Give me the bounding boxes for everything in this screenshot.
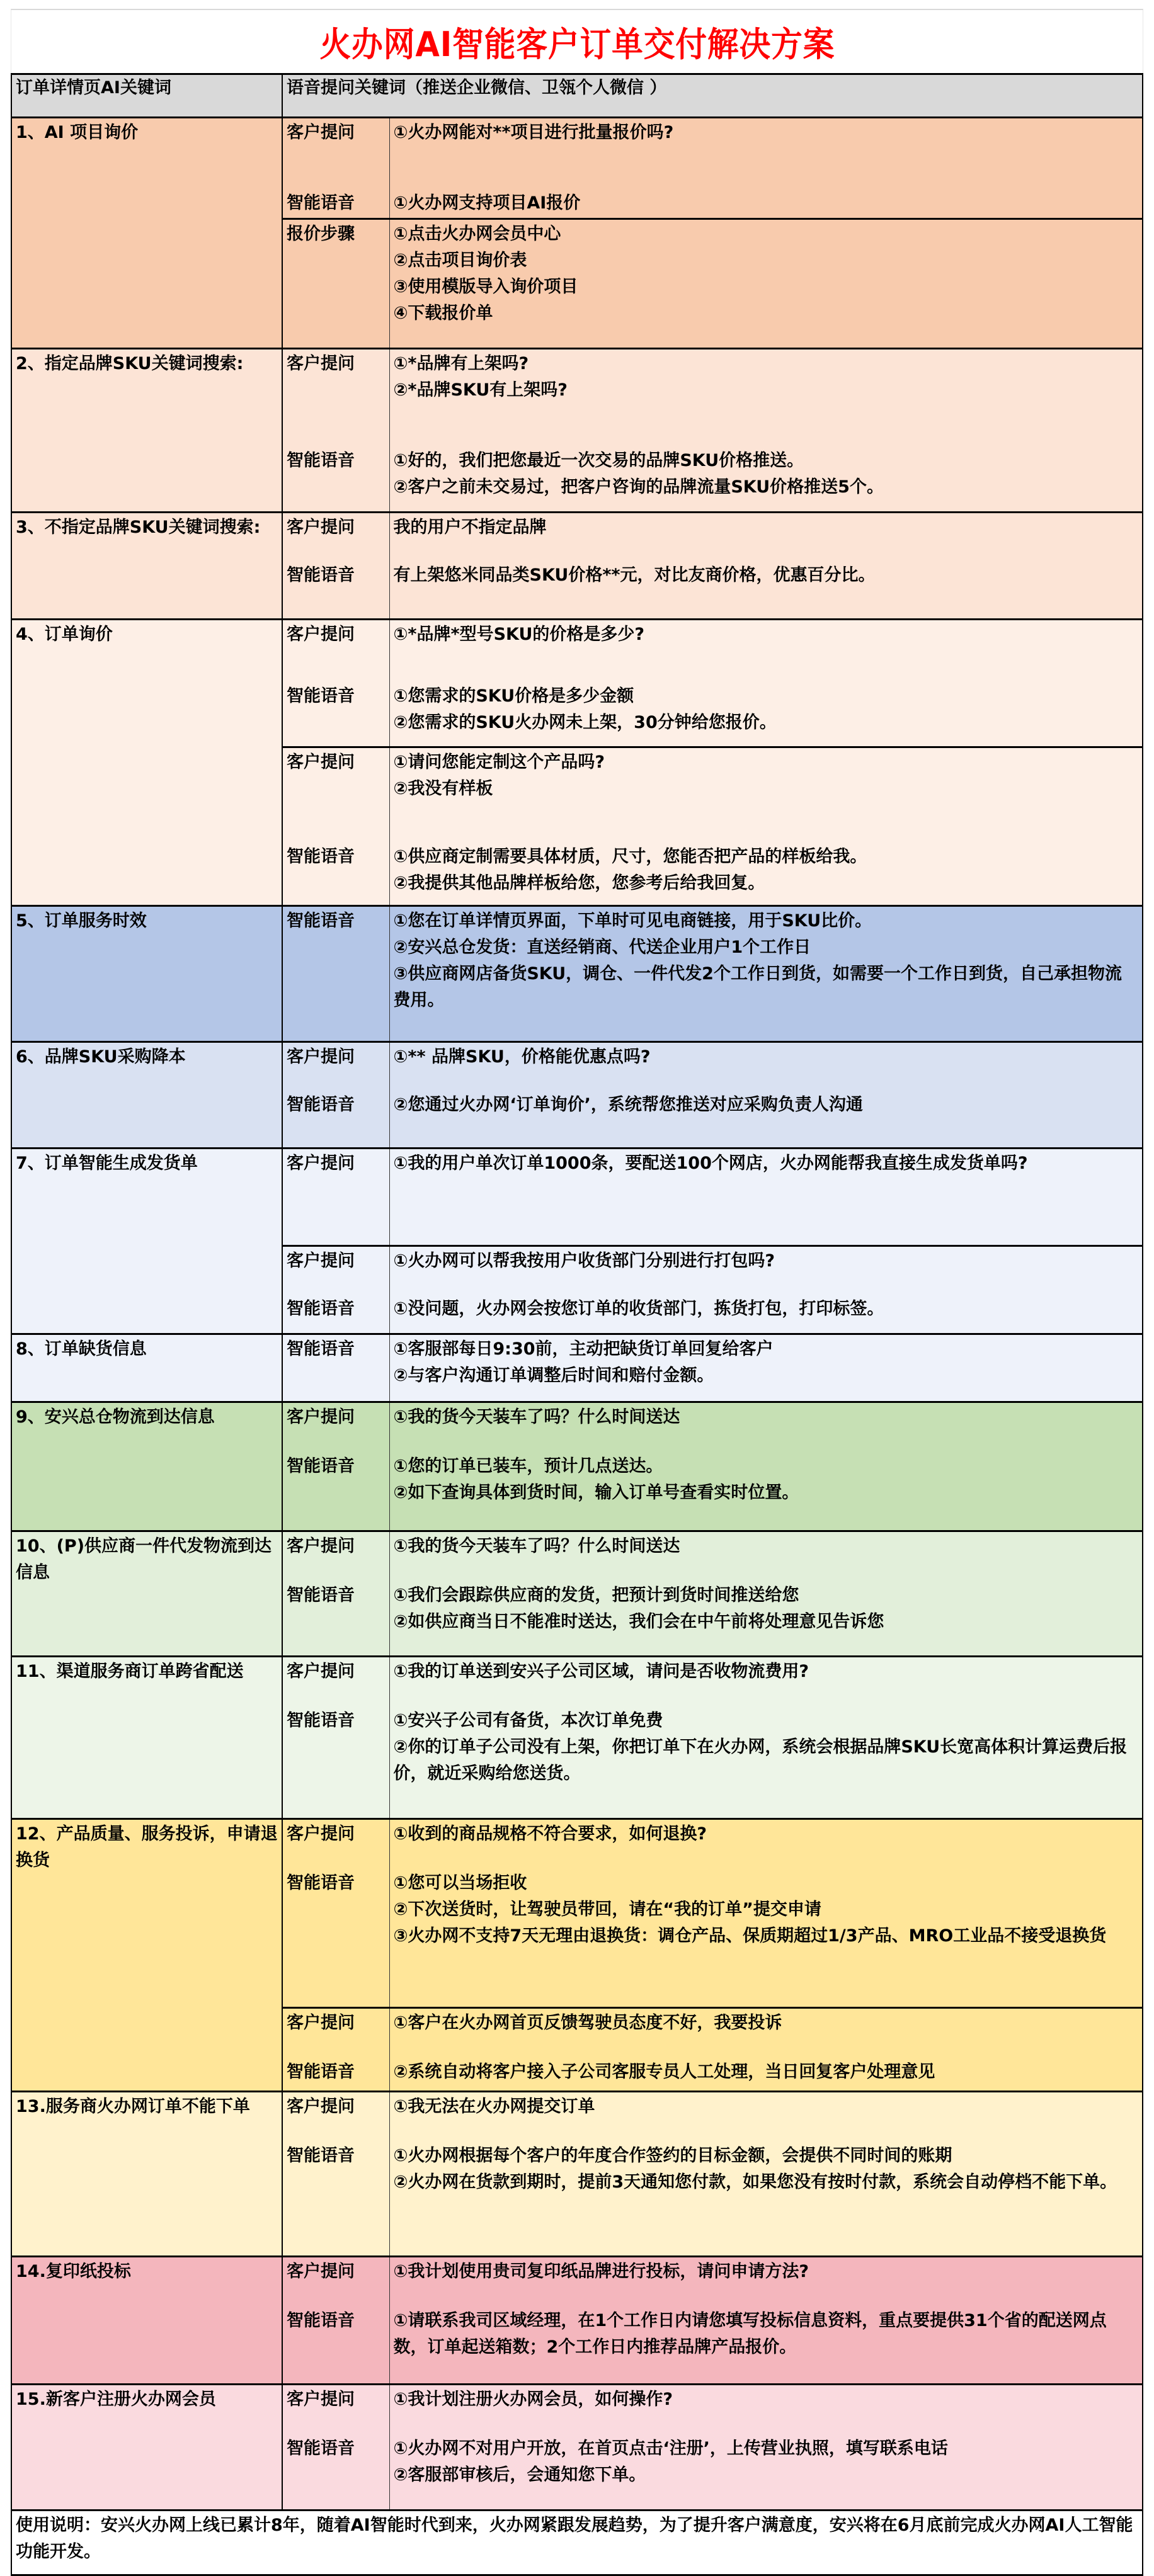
spacer <box>287 2462 386 2488</box>
spacer <box>394 2120 1139 2143</box>
section-title: 4、订单询价 <box>11 620 282 906</box>
role-label-cell <box>282 1657 389 1819</box>
role-label-cell <box>282 2385 389 2511</box>
smart-voice-label: 智能语音 <box>287 1586 355 1605</box>
spacer <box>394 1847 1139 1870</box>
section-title: 7、订单智能生成发货单 <box>11 1149 282 1334</box>
dialogue-line: ②火办网在货款到期时，提前3天通知您付款，如果您没有按时付款，系统会自动停档不能下单。 <box>393 2172 1117 2192</box>
dialogue-line: ④下载报价单 <box>393 304 493 323</box>
dialogue-line: ①我的货今天装车了吗？什么时间送达 <box>393 1536 680 1556</box>
header-ai-keywords: 订单详情页AI关键词 <box>11 74 282 118</box>
spacer <box>287 1847 386 1870</box>
smart-voice-label: 智能语音 <box>287 2146 355 2165</box>
section-row <box>11 1819 1143 2008</box>
role-label-cell <box>282 1149 389 1246</box>
dialogue-line: ②如供应商当日不能准时送达，我们会在中午前将处理意见告诉您 <box>393 1612 884 1631</box>
dialogue-line: ①供应商定制需要具体材质，尺寸，您能否把产品的样板给我。 <box>393 847 867 866</box>
spacer <box>394 1685 1139 1708</box>
dialogue-line: ②我提供其他品牌样板给您，您参考后给我回复。 <box>393 873 765 893</box>
page-title: 火办网AI智能客户订单交付解决方案 <box>319 24 835 64</box>
customer-question-label: 客户提问 <box>287 2097 355 2116</box>
section-row <box>11 1657 1143 1819</box>
spacer <box>394 2036 1139 2059</box>
spacer <box>394 1070 1139 1092</box>
role-label-cell <box>282 118 389 219</box>
dialogue-line: 有上架悠米同品类SKU价格**元，对比友商价格，优惠百分比。 <box>393 565 876 585</box>
customer-question-label: 客户提问 <box>287 1662 355 1681</box>
role-label-cell <box>282 219 389 349</box>
dialogue-line: ②我没有样板 <box>393 779 493 798</box>
keyword-table <box>11 73 1143 2576</box>
smart-voice-label: 智能语音 <box>287 1339 355 1359</box>
dialogue-line: ①*品牌有上架吗? <box>393 354 529 373</box>
header-voice-keywords: 语音提问关键词（推送企业微信、卫瓴个人微信 ） <box>282 74 1143 118</box>
spacer <box>394 1431 1139 1453</box>
role-label-cell <box>282 1246 389 1334</box>
section-title: 14.复印纸投标 <box>11 2257 282 2385</box>
dialogue-line: ②客户之前未交易过，把客户咨询的品牌流量SKU价格推送5个。 <box>393 477 884 497</box>
section-title: 13.服务商火办网订单不能下单 <box>11 2092 282 2257</box>
spacer <box>394 404 1139 448</box>
spacer <box>287 870 386 897</box>
section-title: 6、品牌SKU采购降本 <box>11 1042 282 1149</box>
dialogue-cell <box>389 620 1143 747</box>
role-label-cell <box>282 620 389 747</box>
dialogue-line: ①我计划注册火办网会员，如何操作? <box>393 2390 673 2409</box>
role-label-cell <box>282 1334 389 1402</box>
section-title: 9、安兴总仓物流到达信息 <box>11 1402 282 1531</box>
dialogue-cell <box>389 1819 1143 2008</box>
dialogue-cell <box>389 2092 1143 2257</box>
dialogue-line: ①我无法在火办网提交订单 <box>393 2097 595 2116</box>
dialogue-cell <box>389 1402 1143 1531</box>
dialogue-line: ①您需求的SKU价格是多少金额 <box>393 686 634 706</box>
customer-question-label: 客户提问 <box>287 625 355 644</box>
dialogue-cell <box>389 906 1143 1042</box>
dialogue-cell <box>389 1246 1143 1334</box>
role-label-cell <box>282 2092 389 2257</box>
spacer <box>394 1274 1139 1296</box>
section-title: 8、订单缺货信息 <box>11 1334 282 1402</box>
dialogue-line: ①点击火办网会员中心 <box>393 224 561 244</box>
spacer <box>394 146 1139 190</box>
section-title: 15.新客户注册火办网会员 <box>11 2385 282 2511</box>
role-label-cell <box>282 1402 389 1531</box>
usage-note: 使用说明：安兴火办网上线已累计8年，随着AI智能时代到来，火办网紧跟发展趋势，为了提升客户满意度，安兴将在6月底前完成火办网AI人工智能功能开发。 <box>11 2511 1143 2575</box>
smart-voice-label: 智能语音 <box>287 2062 355 2082</box>
spacer <box>287 541 386 562</box>
dialogue-line: ①请问您能定制这个产品吗? <box>393 752 605 772</box>
dialogue-line: ①我的订单送到安兴子公司区域，请问是否收物流费用? <box>393 1662 809 1681</box>
section-row <box>11 1531 1143 1657</box>
role-label-cell <box>282 349 389 513</box>
spacer <box>287 1897 386 1976</box>
dialogue-line: ①火办网能对**项目进行批量报价吗? <box>393 123 674 142</box>
spacer <box>394 802 1139 844</box>
dialogue-line: ②*品牌SKU有上架吗? <box>393 380 568 400</box>
customer-question-label: 客户提问 <box>287 1407 355 1427</box>
section-title: 3、不指定品牌SKU关键词搜索: <box>11 513 282 620</box>
section-row <box>11 906 1143 1042</box>
smart-voice-label: 智能语音 <box>287 1873 355 1893</box>
dialogue-cell <box>389 513 1143 620</box>
dialogue-cell <box>389 1657 1143 1819</box>
smart-voice-label: 智能语音 <box>287 1299 355 1319</box>
dialogue-line: ①请联系我司区域经理，在1个工作日内请您填写投标信息资料，重点要提供31个省的配送网点数，订单起送箱数；2个工作日内推荐品牌产品报价。 <box>393 2311 1107 2357</box>
spacer <box>287 2036 386 2059</box>
table-header-row <box>11 74 1143 118</box>
smart-voice-label: 智能语音 <box>287 911 355 931</box>
dialogue-line: ①收到的商品规格不符合要求，如何退换? <box>393 1824 707 1844</box>
dialogue-cell <box>389 118 1143 219</box>
smart-voice-label: 智能语音 <box>287 1711 355 1730</box>
customer-question-label: 客户提问 <box>287 354 355 373</box>
section-row <box>11 2385 1143 2511</box>
spacer <box>287 1274 386 1296</box>
quote-steps-label: 报价步骤 <box>287 224 355 244</box>
spacer <box>287 247 386 327</box>
spacer <box>287 648 386 683</box>
dialogue-line: 我的用户不指定品牌 <box>393 518 547 537</box>
spacer <box>287 2169 386 2222</box>
spacer <box>287 2413 386 2436</box>
spacer <box>394 2285 1139 2308</box>
customer-question-label: 客户提问 <box>287 1154 355 1173</box>
role-label-cell <box>282 1042 389 1149</box>
dialogue-cell <box>389 1149 1143 1246</box>
smart-voice-label: 智能语音 <box>287 1456 355 1476</box>
section-row <box>11 349 1143 513</box>
spacer <box>394 1560 1139 1582</box>
dialogue-line: ②您通过火办网‘订单询价’，系统帮您推送对应采购负责人沟通 <box>393 1095 863 1115</box>
customer-question-label: 客户提问 <box>287 1047 355 1067</box>
role-label-cell <box>282 513 389 620</box>
spacer <box>287 2285 386 2308</box>
dialogue-cell <box>389 2008 1143 2092</box>
section-row <box>11 1402 1143 1531</box>
smart-voice-label: 智能语音 <box>287 451 355 470</box>
smart-voice-label: 智能语音 <box>287 2311 355 2330</box>
smart-voice-label: 智能语音 <box>287 193 355 213</box>
spacer <box>287 146 386 190</box>
section-title: 11、渠道服务商订单跨省配送 <box>11 1657 282 1819</box>
dialogue-line: ①火办网根据每个客户的年度合作签约的目标金额，会提供不同时间的账期 <box>393 2146 952 2165</box>
dialogue-line: ③使用模版导入询价项目 <box>393 277 578 297</box>
spacer <box>287 1685 386 1708</box>
dialogue-cell <box>389 1531 1143 1657</box>
dialogue-line: ②客服部审核后，会通知您下单。 <box>393 2465 646 2485</box>
smart-voice-label: 智能语音 <box>287 565 355 585</box>
section-row <box>11 1042 1143 1149</box>
dialogue-line: ①火办网可以帮我按用户收货部门分别进行打包吗? <box>393 1251 775 1271</box>
dialogue-line: ①我们会跟踪供应商的发货，把预计到货时间推送给您 <box>393 1586 799 1605</box>
dialogue-line: ①好的，我们把您最近一次交易的品牌SKU价格推送。 <box>393 451 804 470</box>
spacer <box>287 710 386 736</box>
spacer <box>287 1480 386 1506</box>
spacer <box>287 1363 386 1389</box>
solution-sheet <box>11 9 1143 2576</box>
smart-voice-label: 智能语音 <box>287 686 355 706</box>
dialogue-cell <box>389 349 1143 513</box>
spacer <box>287 1734 386 1787</box>
dialogue-cell <box>389 1042 1143 1149</box>
dialogue-line: ①客服部每日9:30前，主动把缺货订单回复给客户 <box>393 1339 774 1359</box>
dialogue-cell <box>389 747 1143 906</box>
spacer <box>287 776 386 844</box>
dialogue-cell <box>389 2257 1143 2385</box>
customer-question-label: 客户提问 <box>287 518 355 537</box>
role-label-cell <box>282 2008 389 2092</box>
section-row <box>11 1149 1143 1246</box>
role-label-cell <box>282 906 389 1042</box>
section-row <box>11 513 1143 620</box>
section-row <box>11 2257 1143 2385</box>
customer-question-label: 客户提问 <box>287 752 355 772</box>
dialogue-line: ①您的订单已装车，预计几点送达。 <box>393 1456 663 1476</box>
spacer <box>287 377 386 448</box>
dialogue-line: ②点击项目询价表 <box>393 251 527 270</box>
dialogue-cell <box>389 2385 1143 2511</box>
spacer <box>287 1560 386 1582</box>
spacer <box>394 541 1139 562</box>
dialogue-line: ①客户在火办网首页反馈驾驶员态度不好，我要投诉 <box>393 2013 782 2033</box>
spacer <box>287 1431 386 1453</box>
spacer <box>287 934 386 1014</box>
dialogue-line: ②你的订单子公司没有上架，你把订单下在火办网，系统会根据品牌SKU长宽高体积计算运费后报价，就近采购给您送货。 <box>393 1737 1128 1783</box>
customer-question-label: 客户提问 <box>287 2262 355 2281</box>
dialogue-line: ①火办网支持项目AI报价 <box>393 193 581 213</box>
customer-question-label: 客户提问 <box>287 1251 355 1271</box>
dialogue-line: ①没问题，火办网会按您订单的收货部门，拣货打包，打印标签。 <box>393 1299 884 1319</box>
dialogue-line: ②如下查询具体到货时间，输入订单号查看实时位置。 <box>393 1483 799 1502</box>
section-title: 1、AI 项目询价 <box>11 118 282 349</box>
role-label-cell <box>282 1531 389 1657</box>
section-title: 5、订单服务时效 <box>11 906 282 1042</box>
usage-note-row <box>11 2511 1143 2575</box>
customer-question-label: 客户提问 <box>287 2013 355 2033</box>
smart-voice-label: 智能语音 <box>287 847 355 866</box>
section-row <box>11 620 1143 747</box>
dialogue-line: ①安兴子公司有备货，本次订单免费 <box>393 1711 663 1730</box>
smart-voice-label: 智能语音 <box>287 1095 355 1115</box>
role-label-cell <box>282 2257 389 2385</box>
section-row <box>11 2092 1143 2257</box>
section-row <box>11 118 1143 219</box>
dialogue-line: ①您在订单详情页界面，下单时可见电商链接，用于SKU比价。 <box>393 911 872 931</box>
spacer <box>287 474 386 501</box>
page-title-bar <box>11 9 1143 73</box>
spacer <box>394 2413 1139 2436</box>
dialogue-line: ①您可以当场拒收 <box>393 1873 527 1893</box>
customer-question-label: 客户提问 <box>287 123 355 142</box>
dialogue-line: ①火办网不对用户开放，在首页点击‘注册’，上传营业执照，填写联系电话 <box>393 2439 948 2458</box>
dialogue-line: ①*品牌*型号SKU的价格是多少? <box>393 625 645 644</box>
customer-question-label: 客户提问 <box>287 1824 355 1844</box>
dialogue-line: ②与客户沟通订单调整后时间和赔付金额。 <box>393 1366 714 1385</box>
role-label-cell <box>282 747 389 906</box>
section-title: 10、(P)供应商一件代发物流到达信息 <box>11 1531 282 1657</box>
dialogue-line: ①我的用户单次订单1000条，要配送100个网店，火办网能帮我直接生成发货单吗? <box>393 1154 1028 1173</box>
role-label-cell <box>282 1819 389 2008</box>
section-title: 12、产品质量、服务投诉，申请退换货 <box>11 1819 282 2092</box>
customer-question-label: 客户提问 <box>287 2390 355 2409</box>
dialogue-line: ①** 品牌SKU，价格能优惠点吗? <box>393 1047 651 1067</box>
dialogue-cell <box>389 1334 1143 1402</box>
dialogue-line: ③火办网不支持7天无理由退换货：调仓产品、保质期超过1/3产品、MRO工业品不接受退换货 <box>393 1926 1107 1946</box>
dialogue-line: ②安兴总仓发货：直送经销商、代送企业用户1个工作日 <box>393 938 811 957</box>
spacer <box>287 2334 386 2361</box>
spacer <box>287 2120 386 2143</box>
section-title: 2、指定品牌SKU关键词搜索: <box>11 349 282 513</box>
dialogue-line: ②下次送货时，让驾驶员带回，请在“我的订单”提交申请 <box>393 1900 821 1919</box>
dialogue-line: ①我计划使用贵司复印纸品牌进行投标，请问申请方法? <box>393 2262 809 2281</box>
smart-voice-label: 智能语音 <box>287 2439 355 2458</box>
dialogue-cell <box>389 219 1143 349</box>
dialogue-line: ③供应商网店备货SKU，调仓、一件代发2个工作日到货，如需要一个工作日到货，自己承担物流费用。 <box>393 964 1122 1010</box>
dialogue-line: ②系统自动将客户接入子公司客服专员人工处理，当日回复客户处理意见 <box>393 2062 935 2082</box>
spacer <box>287 1070 386 1092</box>
spacer <box>287 1609 386 1635</box>
dialogue-line: ②您需求的SKU火办网未上架，30分钟给您报价。 <box>393 713 777 732</box>
dialogue-line: ①我的货今天装车了吗？什么时间送达 <box>393 1407 680 1427</box>
customer-question-label: 客户提问 <box>287 1536 355 1556</box>
section-row <box>11 1334 1143 1402</box>
spacer <box>394 648 1139 683</box>
